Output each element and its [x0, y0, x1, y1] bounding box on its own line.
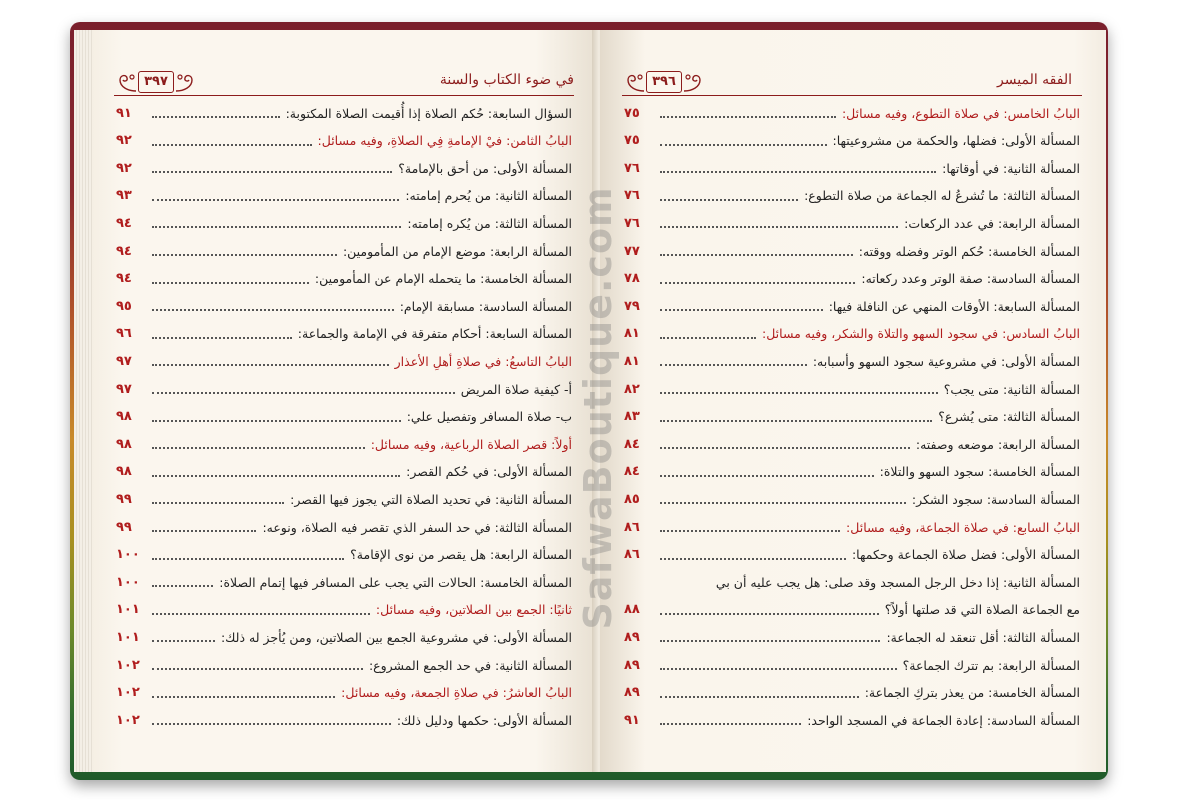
toc-entry [116, 652, 572, 678]
leader-dots [152, 475, 400, 477]
toc-entry [116, 376, 572, 402]
toc-page-number: ٧٨ [624, 271, 640, 287]
leader-dots [660, 447, 910, 449]
toc-page-number: ٨٣ [624, 409, 640, 425]
toc-entry-title: المسألة الثانية: متى يجب؟ [943, 381, 1080, 397]
ornament-icon [622, 71, 646, 93]
toc-entry-title: المسألة الرابعة: موضع الإمام من المأمومين: [342, 243, 572, 259]
toc-entry-title: المسألة السابعة: أحكام متفرقة في الإمامة والجماعة: [297, 326, 572, 342]
leader-dots [152, 502, 284, 504]
toc-entry [116, 404, 572, 430]
toc-page-number: ٩٨ [116, 464, 132, 480]
toc-entry-title: المسألة الثانية: من يُحرم إمامته: [405, 188, 572, 204]
toc-entry-title: مع الجماعة الصلاة التي قد صلتها أولاً؟ [884, 602, 1080, 618]
toc-entry-title: المسألة الأولى: في حُكم القصر: [406, 464, 572, 480]
leader-dots [660, 723, 801, 725]
toc-page-number: ٩٤ [116, 271, 132, 287]
leader-dots [152, 530, 256, 532]
toc-entry [624, 293, 1080, 319]
chapter-heading: البابُ السادس: في سجود السهو والتلاة والشكر، وفيه مسائل: [761, 326, 1080, 342]
right-page-header [622, 65, 1082, 96]
toc-page-number: ٩١ [116, 105, 132, 121]
left-page [92, 30, 596, 772]
leader-dots [660, 226, 898, 228]
toc-entry-title: المسألة الخامسة: سجود السهو والتلاة: [879, 464, 1080, 480]
leader-dots [660, 116, 836, 118]
toc-entry [116, 266, 572, 292]
toc-entry [116, 238, 572, 264]
leader-dots [152, 171, 392, 173]
toc-entry-title: المسألة الخامسة: حُكم الوتر وفضله ووقته: [858, 243, 1080, 259]
toc-page-number: ٨٦ [624, 519, 640, 535]
chapter-heading: أولاً: قصر الصلاة الرباعية، وفيه مسائل: [370, 436, 572, 452]
toc-page-number: ٩٥ [116, 298, 132, 314]
toc-page-number: ٨٩ [624, 657, 640, 673]
right-page-number-box [622, 69, 706, 95]
toc-entry [624, 404, 1080, 430]
leader-dots [152, 668, 363, 670]
leader-dots [660, 420, 932, 422]
toc-page-number: ١٠٠ [116, 547, 140, 563]
toc-page-number: ١٠٢ [116, 685, 140, 701]
toc-page-number: ٨٩ [624, 685, 640, 701]
leader-dots [660, 502, 906, 504]
leader-dots [152, 447, 365, 449]
chapter-heading: البابُ الخامس: في صلاة التطوع، وفيه مسائل: [841, 105, 1080, 121]
toc-entry [116, 597, 572, 623]
toc-page-number: ٩٦ [116, 326, 132, 342]
toc-entry [116, 431, 572, 457]
toc-entry [624, 569, 1080, 595]
toc-entry-title: المسألة الثانية: في حد الجمع المشروع: [368, 657, 572, 673]
toc-entry-title: السؤال السابعة: حُكم الصلاة إذا أُقيمت الصلاة المكتوبة: [285, 105, 572, 121]
toc-entry-title: المسألة الثانية: في تحديد الصلاة التي يجوز فيها القصر: [290, 491, 572, 507]
toc-entry [624, 486, 1080, 512]
toc-page-number: ١٠١ [116, 629, 140, 645]
chapter-heading: البابُ السابع: في صلاة الجماعة، وفيه مسائل: [846, 519, 1080, 535]
leader-dots [152, 696, 335, 698]
leader-dots [660, 364, 807, 366]
watermark-text: SafwaBoutique.com [576, 186, 620, 630]
left-page-number-box [114, 69, 198, 95]
leader-dots [660, 668, 897, 670]
toc-entry-title: المسألة الثالثة: ما تُشرعُ له الجماعة من صلاة التطوع: [804, 188, 1080, 204]
ornament-icon [114, 71, 138, 93]
toc-entry-title: المسألة الرابعة: بم تترك الجماعة؟ [902, 657, 1080, 673]
toc-entry [116, 569, 572, 595]
leader-dots [660, 199, 798, 201]
toc-entry [116, 210, 572, 236]
toc-entry [624, 597, 1080, 623]
toc-entry [624, 348, 1080, 374]
leader-dots [660, 144, 827, 146]
leader-dots [152, 144, 312, 146]
toc-page-number: ٨٨ [624, 602, 640, 618]
toc-entry [624, 321, 1080, 347]
toc-entry [624, 542, 1080, 568]
toc-entry-title: المسألة الثالثة: متى يُشرع؟ [938, 409, 1080, 425]
toc-page-number: ١٠٢ [116, 712, 140, 728]
toc-page-number: ٩٤ [116, 215, 132, 231]
toc-entry [624, 514, 1080, 540]
leader-dots [152, 585, 213, 587]
toc-entry [116, 128, 572, 154]
toc-entry-title: المسألة الأولى: في مشروعية الجمع بين الصلاتين، ومن يُأجز له ذلك: [220, 629, 572, 645]
toc-page-number: ٧٩ [624, 298, 640, 314]
chapter-heading: البابُ الثامن: فيْ الإمامةِ فِي الصلاةِ، وفيه مسائل: [317, 133, 572, 149]
leader-dots [152, 613, 370, 615]
leader-dots [152, 226, 401, 228]
toc-page-number: ٩٢ [116, 133, 132, 149]
toc-entry-title: المسألة السادسة: سجود الشكر: [911, 491, 1080, 507]
right-page-number: ٣٩٦ [646, 71, 682, 93]
toc-entry-title: ب- صلاة المسافر وتفصيل علي: [406, 409, 572, 425]
toc-page-number: ٩٤ [116, 243, 132, 259]
toc-page-number: ٧٥ [624, 105, 640, 121]
toc-entry-title: أ- كيفية صلاة المريض [460, 381, 572, 397]
toc-entry-title: المسألة الخامسة: من يعذر بتركِ الجماعة: [864, 685, 1080, 701]
toc-page-number: ١٠١ [116, 602, 140, 618]
chapter-heading: ثانيًا: الجمع بين الصلاتين، وفيه مسائل: [375, 602, 572, 618]
leader-dots [660, 337, 756, 339]
toc-page-number: ١٠٠ [116, 574, 140, 590]
ornament-icon [682, 71, 706, 93]
toc-entry [624, 128, 1080, 154]
leader-dots [152, 254, 337, 256]
leader-dots [152, 392, 455, 394]
toc-entry-title: المسألة الثانية: في أوقاتها: [942, 160, 1080, 176]
toc-entry-title: المسألة الأولى: فضلها، والحكمة من مشروعيتها: [832, 133, 1080, 149]
leader-dots [152, 558, 344, 560]
toc-page-number: ٨٤ [624, 464, 640, 480]
toc-entry-title: المسألة الثالثة: أقل تنعقد له الجماعة: [886, 629, 1080, 645]
leader-dots [152, 116, 280, 118]
leader-dots [152, 420, 401, 422]
ornament-icon [174, 71, 198, 93]
toc-entry [624, 100, 1080, 126]
toc-page-number: ٨١ [624, 326, 640, 342]
toc-entry [624, 459, 1080, 485]
right-page [600, 30, 1104, 772]
toc-entry-title: المسألة السابعة: الأوقات المنهي عن النافلة فيها: [828, 298, 1080, 314]
toc-page-number: ٩١ [624, 712, 640, 728]
toc-page-number: ٨٢ [624, 381, 640, 397]
toc-entry [116, 321, 572, 347]
toc-entry [116, 183, 572, 209]
toc-page-number: ٧٦ [624, 160, 640, 176]
left-page-number: ٣٩٧ [138, 71, 174, 93]
toc-entry-title: المسألة الخامسة: ما يتحمله الإمام عن المأمومين: [314, 271, 572, 287]
toc-page-number: ٧٦ [624, 188, 640, 204]
toc-entry-title: المسألة الأولى: من أحق بالإمامة؟ [398, 160, 572, 176]
toc-entry [116, 293, 572, 319]
toc-page-number: ٨١ [624, 353, 640, 369]
leader-dots [152, 364, 389, 366]
leader-dots [660, 640, 880, 642]
toc-entry [116, 348, 572, 374]
toc-page-number: ٩٩ [116, 519, 132, 535]
leader-dots [660, 282, 855, 284]
toc-entry [624, 183, 1080, 209]
toc-entry [624, 266, 1080, 292]
leader-dots [152, 199, 399, 201]
right-header-title: الفقه الميسر [997, 72, 1072, 88]
left-page-header [114, 65, 574, 96]
page-edges-left [74, 30, 94, 772]
toc-page-number: ٧٧ [624, 243, 640, 259]
leader-dots [660, 530, 840, 532]
toc-page-number: ٩٨ [116, 436, 132, 452]
leader-dots [660, 558, 846, 560]
toc-entry [624, 624, 1080, 650]
leader-dots [660, 171, 936, 173]
toc-page-number: ٩٢ [116, 160, 132, 176]
chapter-heading: البابُ التاسعُ: في صلاةِ أهلِ الأعذار [394, 353, 572, 369]
toc-page-number: ٨٦ [624, 547, 640, 563]
toc-page-number: ١٠٢ [116, 657, 140, 673]
leader-dots [152, 309, 394, 311]
leader-dots [152, 337, 292, 339]
toc-page-number: ٩٣ [116, 188, 132, 204]
toc-entry-title: المسألة الأولى: في مشروعية سجود السهو وأسبابه: [812, 353, 1080, 369]
toc-entry [116, 680, 572, 706]
toc-page-number: ٧٥ [624, 133, 640, 149]
leader-dots [152, 282, 309, 284]
toc-page-number: ٩٩ [116, 491, 132, 507]
toc-page-number: ٩٧ [116, 353, 132, 369]
toc-entry [624, 431, 1080, 457]
toc-entry-title: المسألة الرابعة: هل يقصر من نوى الإقامة؟ [350, 547, 572, 563]
toc-entry [116, 514, 572, 540]
toc-entry-title: المسألة السادسة: صفة الوتر وعدد ركعاته: [861, 271, 1080, 287]
toc-entry-title: المسألة الأولى: حكمها ودليل ذلك: [396, 712, 572, 728]
toc-entry-title: المسألة الثالثة: في حد السفر الذي تقصر فيه الصلاة، ونوعه: [262, 519, 572, 535]
toc-entry [624, 210, 1080, 236]
toc-page-number: ٧٦ [624, 215, 640, 231]
chapter-heading: البابُ العاشرُ: في صلاةِ الجمعة، وفيه مسائل: [341, 685, 572, 701]
toc-entry [624, 155, 1080, 181]
toc-entry [116, 542, 572, 568]
toc-page-number: ٨٥ [624, 491, 640, 507]
leader-dots [660, 392, 938, 394]
left-header-title: في ضوء الكتاب والسنة [439, 72, 574, 88]
toc-entry [624, 376, 1080, 402]
toc-page-number: ٩٧ [116, 381, 132, 397]
leader-dots [152, 723, 391, 725]
toc-entry [624, 680, 1080, 706]
toc-entry-title: المسألة الثانية: إذا دخل الرجل المسجد وقد صلى: هل يجب عليه أن بي [715, 574, 1080, 590]
toc-entry [116, 459, 572, 485]
toc-entry [624, 238, 1080, 264]
toc-entry [624, 707, 1080, 733]
leader-dots [660, 613, 879, 615]
toc-entry [116, 486, 572, 512]
toc-page-number: ٩٨ [116, 409, 132, 425]
toc-entry-title: المسألة الرابعة: في عدد الركعات: [904, 215, 1080, 231]
leader-dots [660, 254, 853, 256]
toc-entry [116, 100, 572, 126]
toc-entry-title: المسألة الثالثة: من يُكره إمامته: [407, 215, 572, 231]
toc-entry-title: المسألة الخامسة: الحالات التي يجب على المسافر فيها إتمام الصلاة: [219, 574, 572, 590]
leader-dots [660, 696, 859, 698]
toc-entry-title: المسألة السادسة: مسابقة الإمام: [399, 298, 572, 314]
toc-entry-title: المسألة الأولى: فضل صلاة الجماعة وحكمها: [851, 547, 1080, 563]
toc-entry [116, 707, 572, 733]
toc-page-number: ٨٩ [624, 629, 640, 645]
leader-dots [660, 309, 823, 311]
leader-dots [660, 475, 874, 477]
toc-entry [624, 652, 1080, 678]
leader-dots [152, 640, 215, 642]
toc-entry-title: المسألة السادسة: إعادة الجماعة في المسجد الواحد: [807, 712, 1080, 728]
toc-entry [116, 624, 572, 650]
toc-entry-title: المسألة الرابعة: موضعه وصفته: [915, 436, 1080, 452]
toc-page-number: ٨٤ [624, 436, 640, 452]
toc-entry [116, 155, 572, 181]
